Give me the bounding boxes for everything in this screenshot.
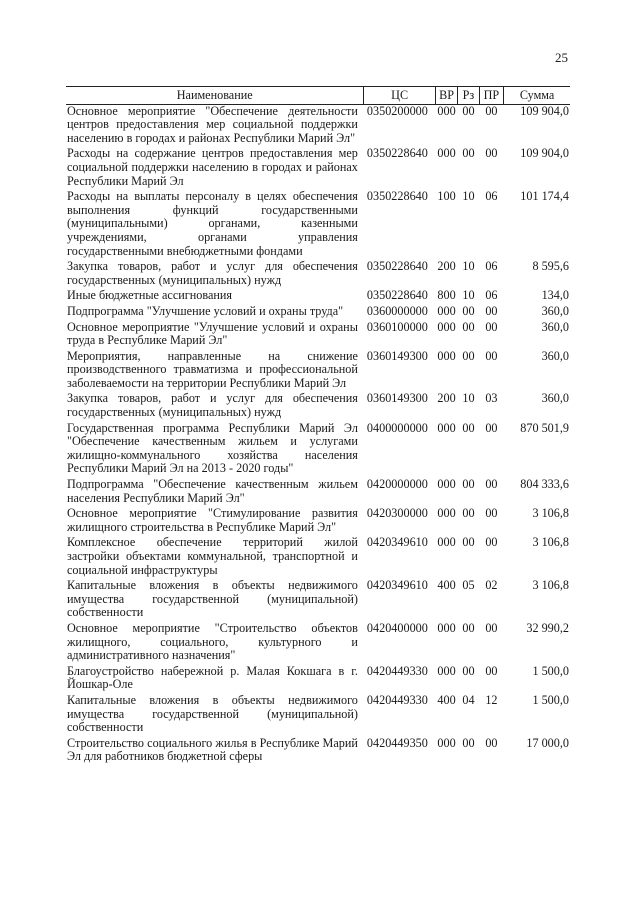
row-name-cell: Капитальные вложения в объекты недвижимого имущества государственной (муниципальной) собственности: [67, 578, 358, 620]
row-sum-cell: 360,0: [541, 303, 569, 318]
row-rz-cell: 00: [462, 348, 475, 363]
row-pr-cell: 00: [485, 420, 498, 435]
row-vr-cell: 100: [437, 189, 456, 204]
row-sum-cell: 3 106,8: [532, 535, 569, 550]
row-sum-cell: 109 904,0: [520, 146, 569, 161]
row-sum-cell: 3 106,8: [532, 578, 569, 593]
row-sum-cell: 1 500,0: [532, 663, 569, 678]
row-name-cell: Строительство социального жилья в Республике Марий Эл для работников бюджетной сферы: [67, 735, 358, 764]
row-name-cell: Подпрограмма "Обеспечение качественным жильем населения Республики Марий Эл": [67, 477, 358, 505]
row-cs-cell: 0420349610: [366, 578, 428, 593]
row-rz-cell: 00: [462, 420, 475, 435]
budget-table: [66, 86, 570, 766]
row-rz-cell: 10: [462, 288, 475, 303]
row-pr-cell: 03: [485, 391, 498, 406]
row-vr-cell: 400: [437, 578, 456, 593]
table-row: [66, 289, 570, 305]
row-vr-cell: 000: [437, 477, 456, 492]
row-vr-cell: 000: [437, 663, 456, 678]
row-rz-cell: 00: [462, 735, 475, 750]
table-row: [66, 147, 570, 190]
table-row: [66, 422, 570, 478]
table-row: [66, 737, 570, 766]
table-row: [66, 350, 570, 393]
row-rz-cell: 00: [462, 103, 475, 118]
table-body: [66, 104, 570, 766]
row-cs-cell: 0420400000: [366, 620, 428, 635]
row-name-cell: Закупка товаров, работ и услуг для обеспечения государственных (муниципальных) нужд: [67, 259, 358, 287]
row-cs-cell: 0360000000: [366, 303, 428, 318]
row-sum-cell: 8 595,6: [532, 259, 569, 274]
table-row: [66, 305, 570, 321]
row-rz-cell: 04: [462, 692, 475, 707]
row-vr-cell: 800: [437, 288, 456, 303]
row-cs-cell: 0350228640: [366, 189, 428, 204]
page-number: 25: [555, 50, 568, 65]
header-sum: Сумма: [504, 87, 570, 105]
row-pr-cell: 00: [485, 735, 498, 750]
row-vr-cell: 000: [437, 420, 456, 435]
row-cs-cell: 0420300000: [366, 506, 428, 521]
row-cs-cell: 0360149300: [366, 391, 428, 406]
row-rz-cell: 00: [462, 506, 475, 521]
table-header-row: [66, 87, 570, 105]
table-row: [66, 622, 570, 665]
row-rz-cell: 05: [462, 578, 475, 593]
row-vr-cell: 400: [437, 692, 456, 707]
row-pr-cell: 00: [485, 348, 498, 363]
row-sum-cell: 3 106,8: [532, 506, 569, 521]
table-row: [66, 478, 570, 507]
row-pr-cell: 06: [485, 288, 498, 303]
row-cs-cell: 0360149300: [366, 348, 428, 363]
row-vr-cell: 200: [437, 391, 456, 406]
table-row: [66, 507, 570, 536]
row-sum-cell: 101 174,4: [520, 189, 569, 204]
row-name-cell: Закупка товаров, работ и услуг для обеспечения государственных (муниципальных) нужд: [67, 391, 358, 420]
table-row: [66, 190, 570, 260]
row-name-cell: Государственная программа Республики Марий Эл "Обеспечение качественным жильем и услугами жилищно-коммунального хозяйства населения Республики Марий Эл на 2013 - 2020 годы": [67, 420, 358, 476]
row-cs-cell: 0360100000: [366, 319, 428, 334]
row-vr-cell: 000: [437, 535, 456, 550]
row-rz-cell: 00: [462, 477, 475, 492]
row-pr-cell: 00: [485, 319, 498, 334]
row-pr-cell: 00: [485, 535, 498, 550]
row-name-cell: Мероприятия, направленные на снижение производственного травматизма и профессиональной заболеваемости на территории Республики Марий Эл: [67, 348, 358, 390]
row-cs-cell: 0420449330: [366, 692, 428, 707]
row-name-cell: Основное мероприятие "Улучшение условий и охраны труда в Республике Марий Эл": [67, 319, 358, 348]
row-rz-cell: 10: [462, 391, 475, 406]
row-cs-cell: 0420000000: [366, 477, 428, 492]
row-pr-cell: 00: [485, 146, 498, 161]
row-rz-cell: 00: [462, 535, 475, 550]
table-row: [66, 392, 570, 421]
row-name-cell: Основное мероприятие "Обеспечение деятельности центров предоставления мер социальной поддержки населению в городах и районах Республики Марий Эл": [67, 103, 358, 145]
row-sum-cell: 360,0: [541, 391, 569, 406]
row-cs-cell: 0420449350: [366, 735, 428, 750]
row-rz-cell: 10: [462, 259, 475, 274]
row-name-cell: Комплексное обеспечение территорий жилой застройки объектами коммунальной, транспортной и социальной инфраструктуры: [67, 535, 358, 577]
row-sum-cell: 1 500,0: [532, 692, 569, 707]
row-cs-cell: 0350228640: [366, 288, 428, 303]
row-cs-cell: 0350228640: [366, 146, 428, 161]
row-pr-cell: 00: [485, 620, 498, 635]
row-cs-cell: 0350200000: [366, 103, 428, 118]
row-sum-cell: 17 000,0: [526, 735, 569, 750]
row-cs-cell: 0350228640: [366, 259, 428, 274]
row-rz-cell: 00: [462, 303, 475, 318]
row-vr-cell: 000: [437, 303, 456, 318]
row-name-cell: Иные бюджетные ассигнования: [67, 288, 233, 303]
table-row: [66, 260, 570, 289]
row-pr-cell: 00: [485, 303, 498, 318]
row-sum-cell: 32 990,2: [526, 620, 569, 635]
row-name-cell: Благоустройство набережной р. Малая Кокшага в г. Йошкар-Оле: [67, 663, 358, 692]
row-vr-cell: 000: [437, 146, 456, 161]
row-pr-cell: 00: [485, 103, 498, 118]
row-cs-cell: 0420349610: [366, 535, 428, 550]
row-sum-cell: 109 904,0: [520, 103, 569, 118]
header-rz: Рз: [458, 87, 479, 105]
header-pr: ПР: [479, 87, 503, 105]
row-sum-cell: 360,0: [541, 319, 569, 334]
row-vr-cell: 000: [437, 620, 456, 635]
table-row: [66, 104, 570, 147]
table-row: [66, 321, 570, 350]
row-cs-cell: 0420449330: [366, 663, 428, 678]
row-name-cell: Капитальные вложения в объекты недвижимого имущества государственной (муниципальной) собственности: [67, 692, 358, 735]
row-vr-cell: 000: [437, 319, 456, 334]
row-pr-cell: 06: [485, 259, 498, 274]
row-pr-cell: 02: [485, 578, 498, 593]
row-rz-cell: 00: [462, 620, 475, 635]
row-sum-cell: 870 501,9: [520, 420, 569, 435]
header-cs: ЦС: [364, 87, 435, 105]
row-vr-cell: 000: [437, 103, 456, 118]
row-rz-cell: 10: [462, 189, 475, 204]
row-cs-cell: 0400000000: [366, 420, 428, 435]
table-row: [66, 579, 570, 622]
row-rz-cell: 00: [462, 146, 475, 161]
row-vr-cell: 000: [437, 348, 456, 363]
row-name-cell: Подпрограмма "Улучшение условий и охраны труда": [67, 303, 344, 318]
row-name-cell: Расходы на содержание центров предоставления мер социальной поддержки населению в городах и районах Республики Марий Эл: [67, 146, 358, 188]
row-rz-cell: 00: [462, 663, 475, 678]
row-sum-cell: 134,0: [541, 288, 569, 303]
row-pr-cell: 00: [485, 663, 498, 678]
header-vr: ВР: [435, 87, 457, 105]
row-vr-cell: 000: [437, 506, 456, 521]
row-name-cell: Основное мероприятие "Стимулирование развития жилищного строительства в Республике Марий Эл": [67, 506, 358, 534]
row-name-cell: Основное мероприятие "Строительство объектов жилищного, социального, культурного и административного назначения": [67, 620, 358, 663]
table-row: [66, 536, 570, 579]
row-sum-cell: 360,0: [541, 348, 569, 363]
row-vr-cell: 200: [437, 259, 456, 274]
header-name: Наименование: [66, 87, 364, 105]
row-pr-cell: 12: [485, 692, 498, 707]
row-pr-cell: 00: [485, 506, 498, 521]
row-pr-cell: 06: [485, 189, 498, 204]
row-sum-cell: 804 333,6: [520, 477, 569, 492]
row-rz-cell: 00: [462, 319, 475, 334]
row-vr-cell: 000: [437, 735, 456, 750]
table-row: [66, 694, 570, 737]
table-row: [66, 665, 570, 694]
row-pr-cell: 00: [485, 477, 498, 492]
row-name-cell: Расходы на выплаты персоналу в целях обеспечения выполнения функций государственными (муниципальными) органами, казенными учреждениями, органами управления государственными внебюджетными фондами: [67, 189, 358, 258]
